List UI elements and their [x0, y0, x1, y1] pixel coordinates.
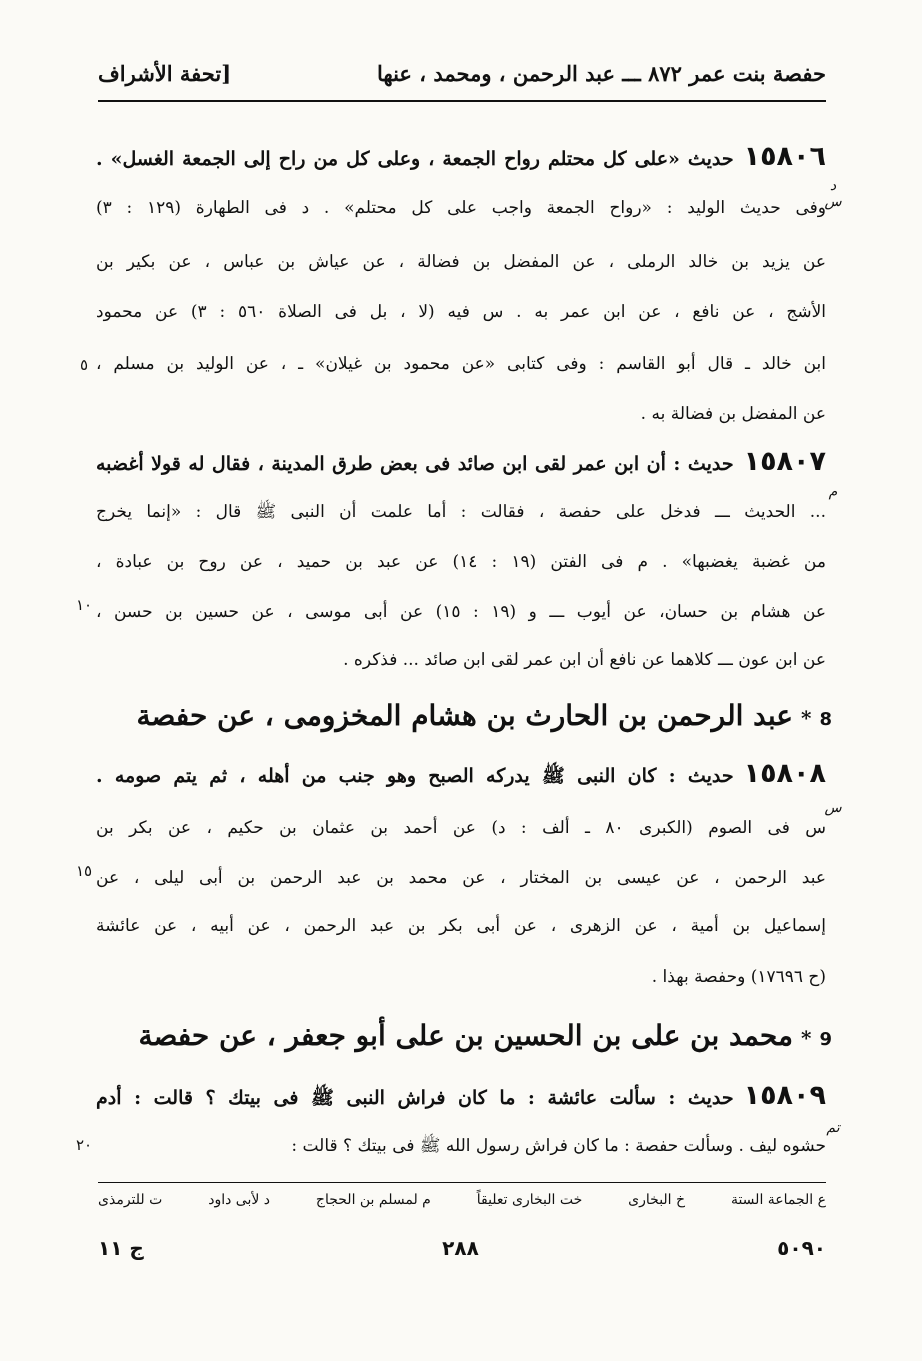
- star-icon: *: [801, 706, 812, 730]
- source-siglum: د س: [824, 178, 842, 210]
- hadith-line: س فى الصوم (الكبرى ٨٠ ـ ألف : د) عن أحمد بن عثمان بن حكيم ، عن بكر بن: [96, 818, 826, 838]
- hadith-line: عن يزيد بن خالد الرملى ، عن المفضل بن فضالة ، عن عياش بن عباس ، عن بكير بن: [96, 252, 826, 272]
- section-heading: [96, 1010, 832, 1062]
- header-rule: [98, 100, 826, 102]
- abbreviation: ع الجماعة الستة: [730, 1192, 826, 1208]
- star-icon: *: [801, 1026, 812, 1050]
- section-number: 8: [819, 709, 832, 730]
- hadith-first-line: ١٥٨٠٨حديث : كان النبى ﷺ يدركه الصبح وهو جنب من أهله ، ثم يتم صومه .: [96, 758, 826, 789]
- abbreviation: خ البخارى: [628, 1192, 686, 1208]
- volume-number: ج ١١: [98, 1236, 144, 1260]
- hadith-number: ١٥٨٠٩: [743, 1080, 826, 1111]
- hadith-first-line: ١٥٨٠٧حديث : أن ابن عمر لقى ابن صائد فى بعض طرق المدينة ، فقال له قولا أغضبه: [96, 446, 826, 477]
- hadith-line: عن المفضل بن فضالة به .: [640, 404, 826, 424]
- abbreviation: خت البخارى تعليقاً: [476, 1192, 583, 1208]
- abbreviation: ت للترمذى: [98, 1192, 163, 1208]
- abbreviation-key: [98, 1192, 826, 1220]
- header-book-title: [تحفة الأشراف: [98, 60, 232, 86]
- hadith-line: ابن خالد ـ قال أبو القاسم : وفى كتابى «عن محمود بن غيلان» ـ ، عن الوليد بن مسلم ،: [96, 354, 826, 374]
- line-counter: ١٠: [75, 596, 93, 614]
- source-siglum: تم: [826, 1120, 840, 1136]
- footer-rule: [98, 1182, 826, 1183]
- hadith-line: من غضبة يغضبها» . م فى الفتن (١٩ : ١٤) عن عبد بن حميد ، عن روح بن عبادة ،: [96, 552, 826, 572]
- page-footer: [98, 1228, 826, 1268]
- hadith-line: الأشج ، عن نافع ، عن ابن عمر به . س فيه (لا ، بل فى الصلاة ٥٦٠ : ٣) عن محمود: [96, 302, 826, 322]
- hadith-line: ... الحديث ـــ فدخل على حفصة ، فقالت : أما علمت أن النبى ﷺ قال : «إنما يخرج: [96, 502, 826, 522]
- section-number: 9: [819, 1029, 832, 1050]
- hadith-first-line: ١٥٨٠٦حديث «على كل محتلم رواح الجمعة ، وعلى كل من راح إلى الجمعة الغسل» .: [96, 141, 826, 172]
- hadith-line: إسماعيل بن أمية ، عن الزهرى ، عن أبى بكر بن عبد الرحمن ، عن أبيه ، عن عائشة: [96, 916, 826, 936]
- source-siglum: س: [824, 800, 842, 816]
- header-title: حفصة بنت عمر ٨٧٢ ـــ عبد الرحمن ، ومحمد ، عنها: [377, 60, 826, 86]
- hadith-first-line: ١٥٨٠٩حديث : سألت عائشة : ما كان فراش النبى ﷺ فى بيتك ؟ قالت : أدم: [96, 1080, 826, 1111]
- page-code: ٥٠٩٠: [777, 1236, 826, 1260]
- hadith-line: عن ابن عون ـــ كلاهما عن نافع أن ابن عمر لقى ابن صائد ... فذكره .: [343, 650, 826, 670]
- source-siglum: م: [828, 484, 838, 500]
- hadith-line: (ح ١٧٦٩٦) وحفصة بهذا .: [651, 967, 826, 987]
- abbreviation: م لمسلم بن الحجاج: [315, 1192, 431, 1208]
- line-counter: ١٥: [75, 862, 93, 880]
- section-title: محمد بن على بن الحسين بن على أبو جعفر ، عن حفصة: [138, 1019, 793, 1052]
- page-number: ٢٨٨: [442, 1236, 479, 1260]
- hadith-line: وفى حديث الوليد : «رواح الجمعة واجب على كل محتلم» . د فى الطهارة (١٢٩ : ٣): [96, 198, 826, 218]
- hadith-line: عبد الرحمن ، عن عيسى بن المختار ، عن محمد بن عبد الرحمن بن أبى ليلى ، عن: [96, 868, 826, 888]
- hadith-number: ١٥٨٠٨: [743, 758, 826, 789]
- running-header: [98, 50, 826, 96]
- hadith-number: ١٥٨٠٦: [743, 141, 826, 172]
- line-counter: ٢٠: [75, 1136, 93, 1154]
- hadith-number: ١٥٨٠٧: [743, 446, 826, 477]
- line-counter: ٥: [79, 356, 89, 374]
- section-title: عبد الرحمن بن الحارث بن هشام المخزومى ، عن حفصة: [136, 699, 793, 732]
- section-heading: [96, 690, 832, 742]
- abbreviation: د لأبى داود: [208, 1192, 271, 1208]
- hadith-line: حشوه ليف . وسألت حفصة : ما كان فراش رسول الله ﷺ فى بيتك ؟ قالت :: [291, 1136, 826, 1156]
- hadith-line: عن هشام بن حسان، عن أيوب ـــ و (١٩ : ١٥) عن أبى موسى ، عن حسين بن حسن ،: [96, 602, 826, 622]
